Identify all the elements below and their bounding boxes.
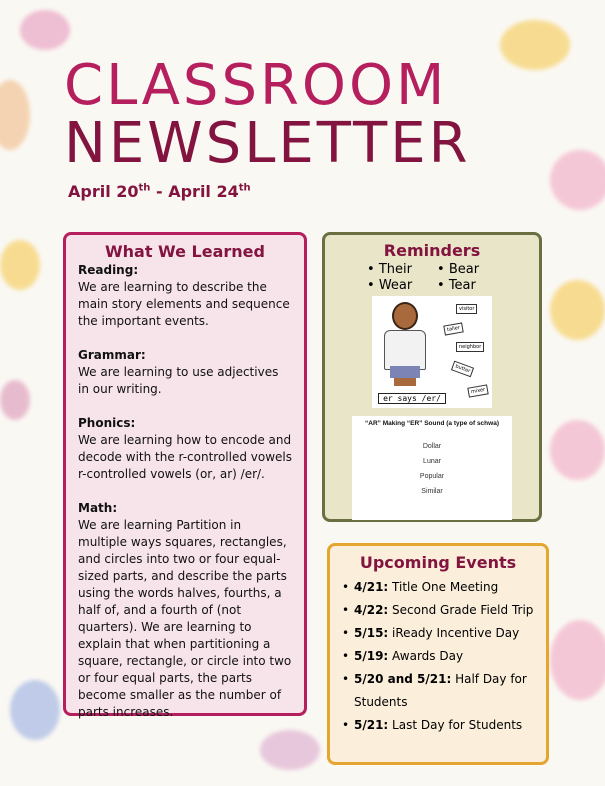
event-date: 4/22: — [354, 603, 389, 617]
event-date: 5/19: — [354, 649, 389, 663]
section-reading — [78, 262, 292, 330]
schwa-word: Dollar — [422, 443, 442, 450]
schwa-word: Lunar — [423, 458, 441, 465]
doctor-legs — [394, 378, 416, 386]
event-date: 5/15: — [354, 626, 389, 640]
event-item — [342, 576, 534, 599]
schwa-word: Similar — [421, 488, 443, 495]
date-sup: th — [238, 182, 251, 194]
section-body: We are learning how to encode and decode with the r-controlled vowels r-controlled vowels (or, ar) /er/. — [78, 433, 293, 481]
date-start: April 20 — [68, 182, 139, 201]
word-card: neighbor — [456, 342, 484, 352]
date-end: - April 24 — [150, 182, 239, 201]
event-text: Awards Day — [388, 649, 464, 663]
schwa-heading: “AR” Making “ER” Sound (a type of schwa) — [365, 420, 499, 427]
reminder-word: • Tear — [437, 278, 497, 294]
event-date: 4/21: — [354, 580, 389, 594]
title-newsletter: NEWSLETTER — [64, 111, 471, 176]
reminder-word: • Their — [367, 262, 437, 278]
word-card: visitor — [456, 304, 477, 314]
what-we-learned-panel — [63, 232, 307, 719]
reminders-heading: Reminders — [383, 241, 481, 260]
word-card: taller — [443, 322, 463, 335]
er-says-label: er says /er/ — [378, 393, 446, 404]
event-text: iReady Incentive Day — [388, 626, 520, 640]
doctor-head — [392, 302, 418, 330]
title-classroom: CLASSROOM — [64, 53, 448, 118]
event-date: 5/21: — [354, 718, 389, 732]
event-item — [342, 714, 534, 737]
schwa-word: Popular — [419, 473, 445, 480]
event-text: Last Day for Students — [388, 718, 523, 732]
section-body: We are learning Partition in multiple ways squares, rectangles, and circles into two or four equal-sized parts, and describe the parts using the words halves, fourths, a half of, and a fourth of (not quarters). We are learning to explain that when partitioning a square, rectangle, or circle into two or four equal parts, the parts become smaller as the number of parts increases. — [78, 518, 292, 719]
section-math — [78, 500, 292, 721]
event-item — [342, 668, 534, 714]
doctor-skirt — [390, 366, 420, 378]
section-title: Math: — [78, 501, 118, 515]
section-phonics — [78, 415, 292, 483]
event-text: Second Grade Field Trip — [388, 603, 534, 617]
section-body: We are learning to describe the main story elements and sequence the important events. — [78, 280, 290, 328]
word-card: butter — [451, 361, 475, 378]
section-title: Phonics: — [78, 416, 136, 430]
reminder-word: • Bear — [437, 262, 497, 278]
section-title: Grammar: — [78, 348, 146, 362]
schwa-card — [352, 416, 512, 520]
doctor-coat — [384, 330, 426, 370]
event-text: Title One Meeting — [388, 580, 499, 594]
section-title: Reading: — [78, 263, 139, 277]
section-body: We are learning to use adjectives in our writing. — [78, 365, 279, 396]
learned-heading: What We Learned — [105, 242, 265, 261]
reminder-words — [335, 262, 529, 294]
event-text: Half Day for Students — [354, 672, 527, 709]
er-sound-illustration — [372, 296, 492, 408]
date-range — [68, 182, 251, 201]
section-grammar — [78, 347, 292, 398]
upcoming-events-panel — [327, 543, 549, 765]
reminders-panel — [322, 232, 542, 522]
event-item — [342, 645, 534, 668]
word-card: mixer — [467, 384, 489, 397]
event-date: 5/20 and 5/21: — [354, 672, 452, 686]
event-item — [342, 599, 534, 622]
event-item — [342, 622, 534, 645]
date-sup: th — [138, 182, 151, 194]
events-heading: Upcoming Events — [359, 553, 517, 572]
reminder-word: • Wear — [367, 278, 437, 294]
